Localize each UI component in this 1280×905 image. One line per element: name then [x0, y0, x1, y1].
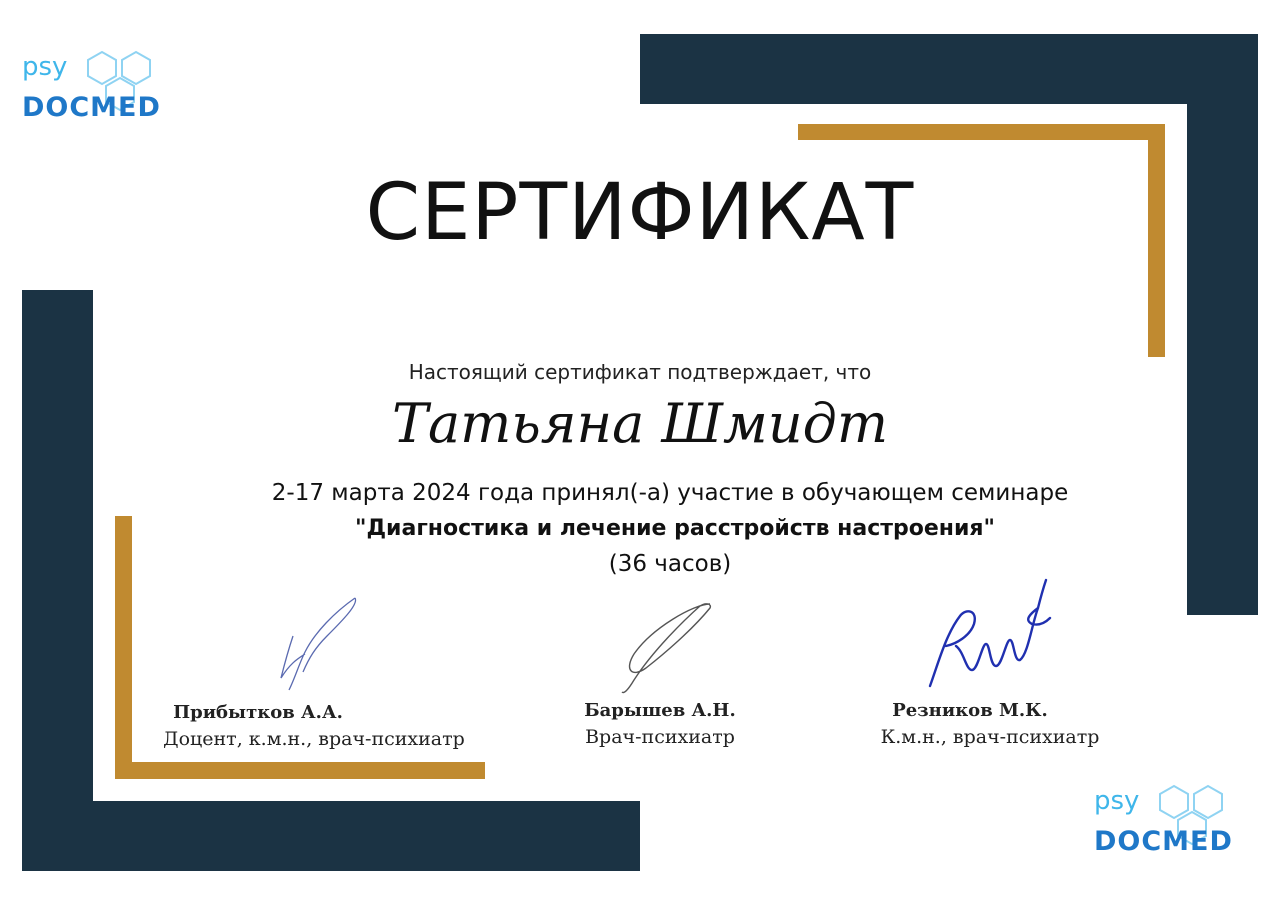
- signer-name: Прибытков А.А.: [173, 702, 343, 723]
- top-right-gold-bar-horizontal: [798, 124, 1165, 140]
- signature-1-image: [255, 592, 370, 697]
- signature-3-image: [920, 574, 1060, 699]
- signer-name: Резников М.К.: [892, 700, 1048, 721]
- signature-2-image: [612, 598, 722, 698]
- recipient-name: Татьяна Шмидт: [391, 392, 889, 455]
- signer-1: [134, 702, 494, 762]
- signer-role: Доцент, к.м.н., врач-психиатр: [163, 728, 465, 750]
- certificate-title: СЕРТИФИКАТ: [365, 168, 915, 258]
- bottom-left-gold-bar-horizontal: [115, 762, 485, 779]
- logo-psy-text: psy: [22, 52, 68, 82]
- logo-docmed-text: DOCMED: [1094, 826, 1233, 857]
- course-hours: (36 часов): [608, 551, 732, 577]
- signer-role: Врач-психиатр: [585, 726, 735, 748]
- signer-role: К.м.н., врач-психиатр: [880, 726, 1100, 748]
- signer-3: [850, 700, 1130, 760]
- logo-psy-text: psy: [1094, 786, 1140, 816]
- logo-docmed-text: DOCMED: [22, 92, 161, 123]
- psydocmed-logo-bottom: [1094, 786, 1264, 866]
- psydocmed-logo-top: [22, 52, 192, 132]
- confirm-text: Настоящий сертификат подтверждает, что: [408, 360, 872, 384]
- participation-text: 2-17 марта 2024 года принял(-а) участие в обучающем семинаре: [271, 480, 1069, 506]
- course-title: "Диагностика и лечение расстройств настроения": [355, 516, 995, 541]
- signer-2: [540, 700, 780, 760]
- signer-name: Барышев А.Н.: [584, 700, 736, 721]
